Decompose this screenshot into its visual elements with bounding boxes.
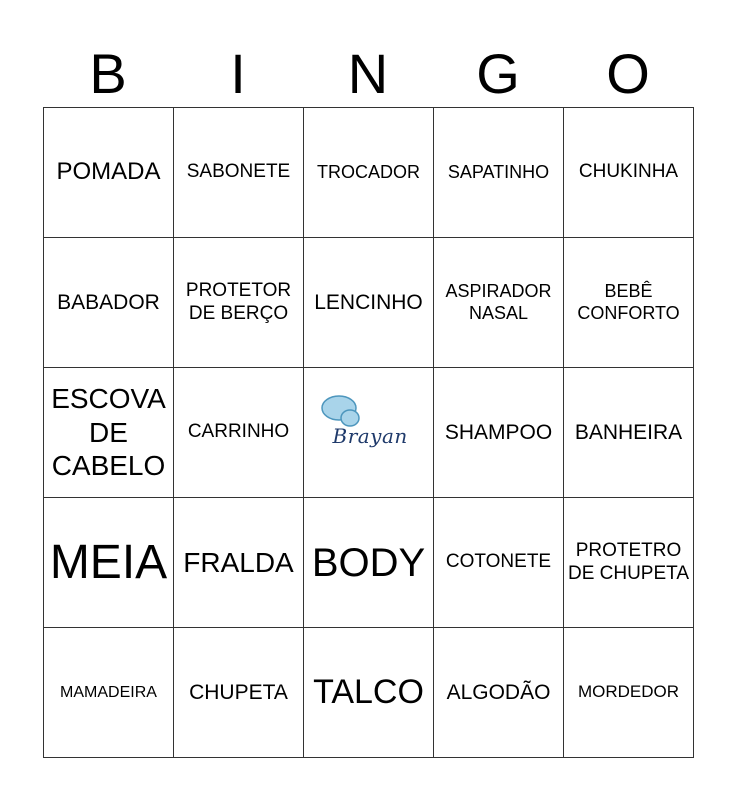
bingo-cell-label: ESCOVA DE CABELO — [51, 383, 166, 482]
bingo-cell-label: SABONETE — [186, 161, 291, 183]
free-space-logo — [319, 390, 419, 470]
bingo-cell[interactable] — [44, 108, 174, 238]
bingo-cell-label: MORDEDOR — [577, 682, 680, 702]
board-row — [44, 108, 694, 238]
bingo-cell[interactable] — [174, 498, 304, 628]
bingo-cell[interactable] — [174, 368, 304, 498]
bingo-cell-label: FRALDA — [183, 546, 294, 578]
bingo-cell[interactable] — [434, 628, 564, 758]
bingo-cell-label: BODY — [311, 540, 426, 585]
bingo-cell[interactable] — [564, 238, 694, 368]
bingo-cell[interactable] — [44, 498, 174, 628]
bingo-cell-label: BEBÊ CONFORTO — [577, 280, 680, 323]
bingo-cell-label: POMADA — [56, 158, 161, 186]
header-letter-b: B — [89, 42, 127, 105]
bingo-cell[interactable] — [44, 628, 174, 758]
bingo-cell[interactable] — [174, 628, 304, 758]
bingo-cell[interactable] — [44, 238, 174, 368]
board-row — [44, 628, 694, 758]
free-space-cell[interactable] — [304, 368, 434, 498]
bingo-cell[interactable] — [564, 628, 694, 758]
bingo-cell-label: CARRINHO — [187, 421, 290, 443]
bingo-cell-label: ALGODÃO — [446, 680, 551, 704]
bingo-cell[interactable] — [564, 108, 694, 238]
header-letter-o: O — [606, 42, 650, 105]
free-space-label: Brayan — [332, 423, 408, 448]
board-row — [44, 498, 694, 628]
bingo-cell[interactable] — [564, 368, 694, 498]
bingo-cell-label: COTONETE — [445, 551, 552, 573]
board-row — [44, 238, 694, 368]
bingo-cell[interactable] — [304, 498, 434, 628]
bingo-cell[interactable] — [434, 238, 564, 368]
bingo-cell-label: MAMADEIRA — [60, 683, 157, 701]
bingo-cell-label: TROCADOR — [317, 161, 420, 182]
header-letter-n: N — [347, 42, 389, 105]
bingo-cell-label: PROTETRO DE CHUPETA — [567, 539, 690, 584]
header-letter-g: G — [476, 42, 520, 105]
bingo-cell-label: BANHEIRA — [574, 420, 683, 444]
bingo-board — [43, 107, 694, 758]
bingo-cell-label: SHAMPOO — [444, 420, 553, 444]
bingo-cell[interactable] — [44, 368, 174, 498]
bingo-cell[interactable] — [564, 498, 694, 628]
bingo-cell-label: CHUKINHA — [578, 161, 679, 183]
bingo-cell[interactable] — [434, 498, 564, 628]
bingo-cell-label: TALCO — [313, 673, 424, 712]
bingo-cell-label: MEIA — [49, 535, 168, 589]
bingo-cell[interactable] — [174, 108, 304, 238]
board-row — [44, 368, 694, 498]
header-letter-i: I — [230, 42, 246, 105]
bingo-cell-label: SAPATINHO — [447, 161, 550, 182]
bingo-cell-label: CHUPETA — [189, 680, 288, 704]
bingo-cell[interactable] — [304, 108, 434, 238]
bingo-cell-label: LENCINHO — [314, 290, 423, 314]
bingo-cell[interactable] — [304, 628, 434, 758]
bingo-cell[interactable] — [174, 238, 304, 368]
bingo-cell-label: ASPIRADOR NASAL — [445, 280, 552, 323]
bingo-cell[interactable] — [434, 368, 564, 498]
bingo-cell-label: PROTETOR DE BERÇO — [185, 279, 292, 324]
bingo-header — [43, 40, 693, 108]
bingo-cell[interactable] — [434, 108, 564, 238]
bingo-cell[interactable] — [304, 238, 434, 368]
bingo-cell-label: BABADOR — [57, 290, 160, 314]
